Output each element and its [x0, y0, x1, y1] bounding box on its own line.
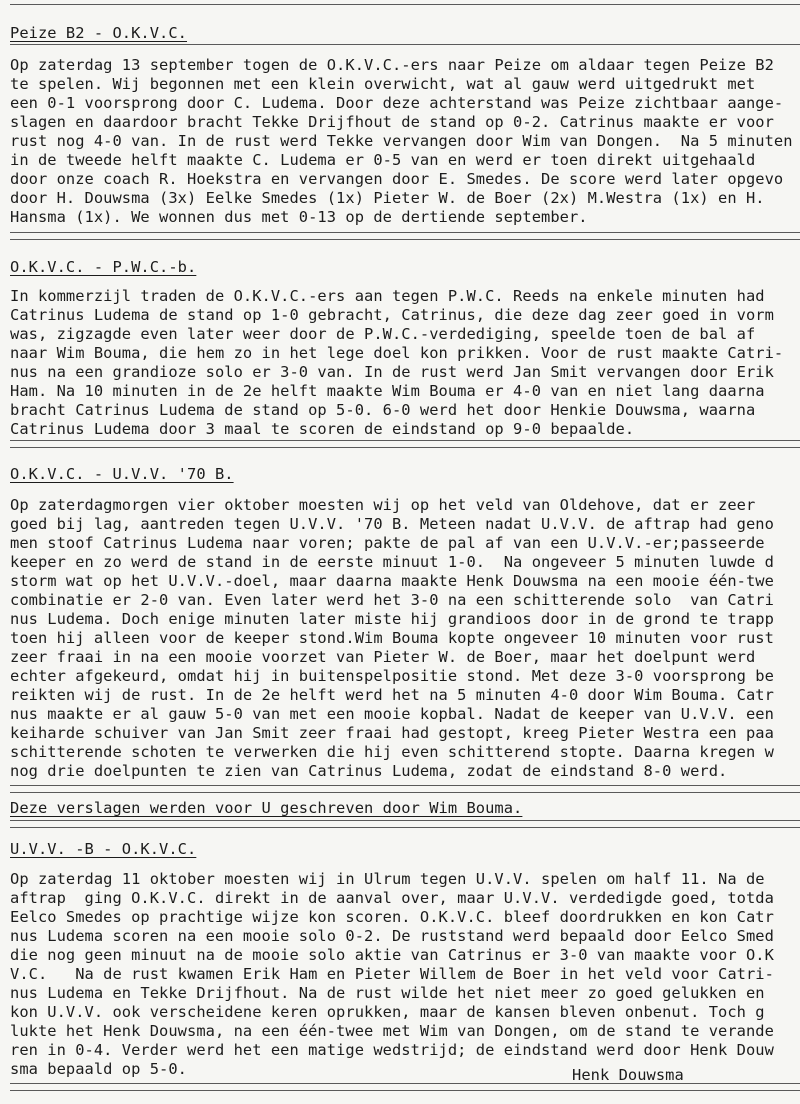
- paragraph-line: in de tweede helft maakte C. Ludema er 0-5 van en werd er toen direkt uitgehaald: [10, 151, 756, 169]
- paragraph-line: naar Wim Bouma, die hem zo in het lege doel kon prikken. Voor de rust maakte Catri-: [10, 344, 784, 362]
- paragraph-line: toen hij alleen voor de keeper stond.Wim Bouma kopte ongeveer 10 minuten voor rust: [10, 629, 774, 647]
- author-credit: Deze verslagen werden voor U geschreven door Wim Bouma.: [10, 799, 523, 817]
- paragraph-line: die nog geen minuut na de mooie solo aktie van Catrinus er 3-0 van maakte voor O.K: [10, 946, 774, 964]
- paragraph-line: kon U.V.V. ook verscheidene keren oprukken, maar de kansen bleven onbenut. Toch g: [10, 1003, 765, 1021]
- paragraph-line: door H. Douwsma (3x) Eelke Smedes (1x) Pieter W. de Boer (2x) M.Westra (1x) en H.: [10, 189, 765, 207]
- paragraph-line: keeper en zo werd de stand in de eerste minuut 1-0. Na ongeveer 5 minuten luwde d: [10, 553, 774, 571]
- paragraph-line: nog drie doelpunten te zien van Catrinus Ludema, zodat de eindstand 8-0 werd.: [10, 762, 728, 780]
- paragraph-line: Op zaterdag 13 september togen de O.K.V.C.-ers naar Peize om aldaar tegen Peize B2: [10, 56, 774, 74]
- paragraph-line: reikten wij de rust. In de 2e helft werd het na 5 minuten 4-0 door Wim Bouma. Catr: [10, 686, 774, 704]
- section-heading: U.V.V. -B - O.K.V.C.: [10, 840, 197, 858]
- paragraph-line: Hansma (1x). We wonnen dus met 0-13 op de dertiende september.: [10, 208, 588, 226]
- paragraph-line: zeer fraai in na een mooie voorzet van Pieter W. de Boer, maar het doelpunt werd: [10, 648, 756, 666]
- paragraph-line: combinatie er 2-0 van. Even later werd het 3-0 na een schitterende solo van Catri: [10, 591, 774, 609]
- paragraph-line: bracht Catrinus Ludema de stand op 5-0. 6-0 werd het door Henkie Douwsma, waarna: [10, 401, 756, 419]
- paragraph-line: nus maakte er al gauw 5-0 van met een mooie kopbal. Nadat de keeper van U.V.V. een: [10, 705, 774, 723]
- paragraph-line: keiharde schuiver van Jan Smit zeer fraai had gestopt, kreeg Pieter Westra een paa: [10, 724, 774, 742]
- paragraph-line: nus Ludema. Doch enige minuten later miste hij grandioos door in de grond te trapp: [10, 610, 774, 628]
- section-heading: Peize B2 - O.K.V.C.: [10, 24, 188, 42]
- divider-rule: [10, 44, 800, 45]
- paragraph-line: storm wat op het U.V.V.-doel, maar daarna maakte Henk Douwsma na een mooie één-twe: [10, 572, 774, 590]
- double-divider-rule: [10, 232, 800, 240]
- paragraph-line: lukte het Henk Douwsma, na een één-twee met Wim van Dongen, om de stand te verande: [10, 1022, 774, 1040]
- paragraph-line: schitterende schoten te verwerken die hij even schitterend stopte. Daarna kregen w: [10, 743, 774, 761]
- paragraph-line: Op zaterdag 11 oktober moesten wij in Ulrum tegen U.V.V. spelen om half 11. Na de: [10, 870, 765, 888]
- paragraph-line: Catrinus Ludema door 3 maal te scoren de eindstand op 9-0 bepaalde.: [10, 420, 635, 438]
- paragraph-line: Ham. Na 10 minuten in de 2e helft maakte Wim Bouma er 4-0 van en niet lang daarna: [10, 382, 765, 400]
- paragraph-line: door onze coach R. Hoekstra en vervangen door E. Smedes. De score werd later opgevo: [10, 170, 784, 188]
- paragraph-line: nus Ludema en Tekke Drijfhout. Na de rust wilde het niet meer zo goed gelukken en: [10, 984, 765, 1002]
- paragraph-line: goed bij lag, aantreden tegen U.V.V. '70 B. Meteen nadat U.V.V. de aftrap had geno: [10, 515, 774, 533]
- paragraph-line: ren in 0-4. Verder werd het een matige wedstrijd; de eindstand werd door Henk Douw: [10, 1041, 774, 1059]
- double-divider-rule: [10, 785, 800, 793]
- paragraph-line: was, zigzagde even later weer door de P.W.C.-verdediging, speelde toen de bal af: [10, 325, 756, 343]
- section-heading: O.K.V.C. - U.V.V. '70 B.: [10, 465, 234, 483]
- paragraph-line: In kommerzijl traden de O.K.V.C.-ers aan tegen P.W.C. Reeds na enkele minuten had: [10, 287, 765, 305]
- double-divider-rule: [10, 1083, 800, 1091]
- paragraph-line: echter afgekeurd, omdat hij in buitenspelpositie stond. Met deze 3-0 voorsprong be: [10, 667, 774, 685]
- paragraph-line: slagen en daardoor bracht Tekke Drijfhout de stand op 0-2. Catrinus maakte er voor: [10, 113, 774, 131]
- paragraph-line: Eelco Smedes op prachtige wijze kon scoren. O.K.V.C. bleef doordrukken en kon Catr: [10, 908, 774, 926]
- paragraph-line: nus Ludema scoren na een mooie solo 0-2. De ruststand werd bepaald door Eelco Smed: [10, 927, 774, 945]
- divider-rule: [10, 4, 800, 5]
- paragraph-line: nus na een grandioze solo er 3-0 van. In de rust werd Jan Smit vervangen door Erik: [10, 363, 774, 381]
- paragraph-line: een 0-1 voorsprong door C. Ludema. Door deze achterstand was Peize zichtbaar aange-: [10, 94, 784, 112]
- double-divider-rule: [10, 440, 800, 448]
- newsletter-page: [10, 0, 800, 1104]
- paragraph-line: Op zaterdagmorgen vier oktober moesten wij op het veld van Oldehove, dat er zeer: [10, 496, 756, 514]
- paragraph-line: men stoof Catrinus Ludema naar voren; pakte de pal af van een U.V.V.-er;passeerde: [10, 534, 765, 552]
- paragraph-line: Catrinus Ludema de stand op 1-0 gebracht, Catrinus, die deze dag zeer goed in vorm: [10, 306, 774, 324]
- section-heading: O.K.V.C. - P.W.C.-b.: [10, 258, 197, 276]
- paragraph-line: te spelen. Wij begonnen met een klein overwicht, wat al gauw werd uitgedrukt met: [10, 75, 756, 93]
- paragraph-line: aftrap ging O.K.V.C. direkt in de aanval over, maar U.V.V. verdedigde goed, totda: [10, 889, 774, 907]
- paragraph-line: V.C. Na de rust kwamen Erik Ham en Pieter Willem de Boer in het veld voor Catri-: [10, 965, 774, 983]
- paragraph-line: rust nog 4-0 van. In de rust werd Tekke vervangen door Wim van Dongen. Na 5 minuten: [10, 132, 793, 150]
- paragraph-line: sma bepaald op 5-0.: [10, 1060, 188, 1078]
- double-divider-rule: [10, 820, 800, 828]
- report-signature: Henk Douwsma: [572, 1066, 684, 1084]
